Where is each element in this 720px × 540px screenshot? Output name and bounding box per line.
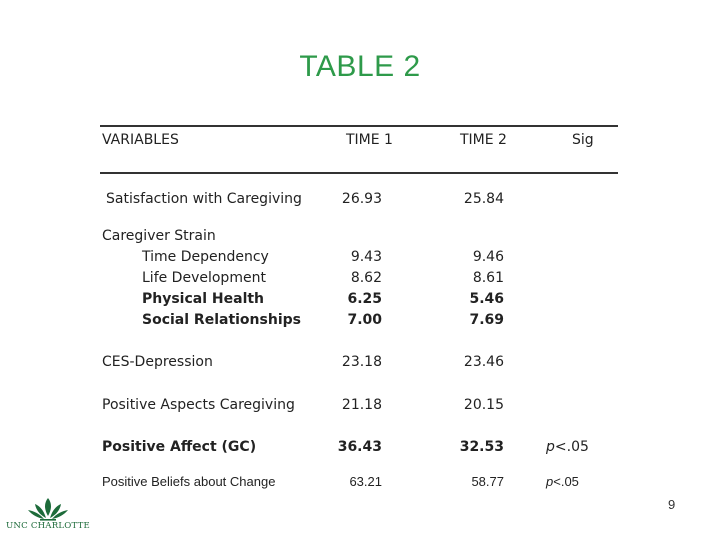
cell-time2: 7.69 [469,312,504,328]
row-label: Time Dependency [142,249,269,265]
cell-time1: 23.18 [341,354,382,370]
header-time2: TIME 2 [460,132,507,148]
row-label: Positive Aspects Caregiving [102,397,295,413]
cell-time1: 36.43 [337,439,382,455]
row-label: Life Development [142,270,266,286]
header-sig: Sig [572,132,594,148]
row-label: CES-Depression [102,354,213,370]
cell-time2: 9.46 [472,249,504,265]
row-label: Satisfaction with Caregiving [106,191,302,207]
cell-time2: 23.46 [463,354,504,370]
cell-time1: 63.21 [349,474,382,489]
cell-time1: 9.43 [350,249,382,265]
cell-time2: 20.15 [463,397,504,413]
row-label: Positive Affect (GC) [102,439,257,455]
slide-title: TABLE 2 [299,50,421,83]
cell-time2: 32.53 [459,439,504,455]
row-label: Positive Beliefs about Change [102,474,276,489]
cell-time1: 8.62 [350,270,382,286]
cell-time2: 58.77 [471,474,504,489]
sig-value: <.05 [553,474,579,489]
table-top-rule [100,125,618,127]
cell-sig [546,438,589,456]
cell-time1: 26.93 [341,191,382,207]
header-variables: VARIABLES [102,132,179,148]
cell-time1: 6.25 [347,291,382,307]
row-label: Physical Health [142,291,265,307]
row-label: Social Relationships [142,312,301,328]
sig-value: <.05 [554,439,589,455]
cell-time1: 21.18 [341,397,382,413]
table-header-rule [100,172,618,174]
header-time1: TIME 1 [346,132,393,148]
cell-time2: 25.84 [463,191,504,207]
sig-p: p [546,439,555,455]
page-number: 9 [668,497,676,512]
cell-time1: 7.00 [347,312,382,328]
cell-time2: 8.61 [472,270,504,286]
row-group-label: Caregiver Strain [102,228,216,244]
sig-p: p [546,474,554,489]
cell-sig [546,473,579,491]
logo-text: UNC CHARLOTTE [5,521,91,531]
cell-time2: 5.46 [469,291,504,307]
